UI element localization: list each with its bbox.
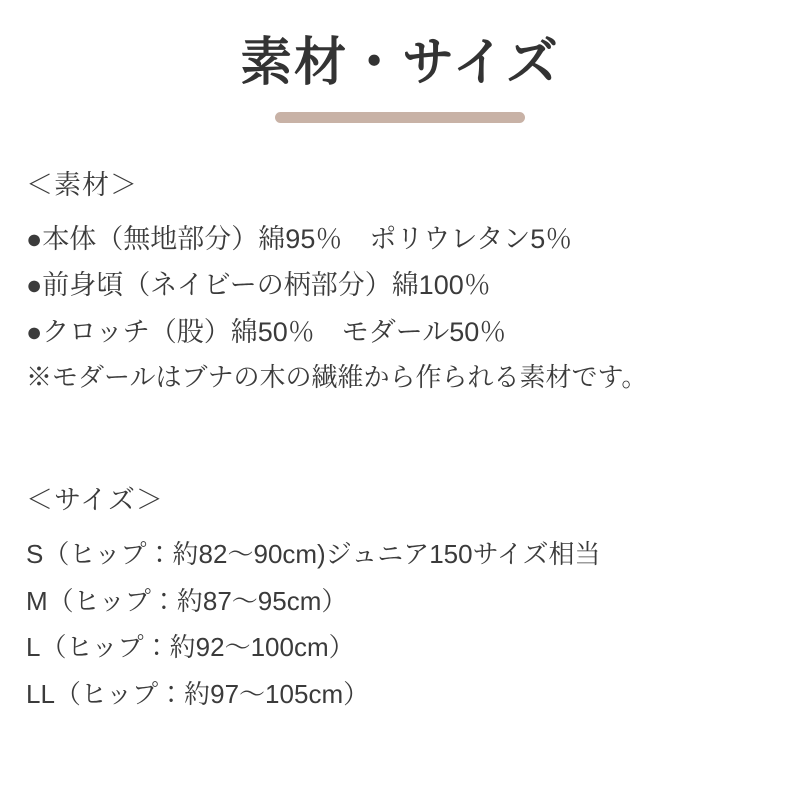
material-item: ●クロッチ（股）綿50％ モダール50％ [26, 316, 507, 347]
size-item: L（ヒップ：約92〜100cm） [26, 632, 355, 663]
material-note: ※モダールはブナの木の繊維から作られる素材です。 [26, 362, 648, 393]
size-section [26, 478, 774, 718]
page-title: 素材・サイズ [240, 34, 560, 92]
material-item: ●本体（無地部分）綿95％ ポリウレタン5％ [26, 223, 573, 254]
title-underline-wrap [0, 112, 800, 123]
size-item: LL（ヒップ：約97〜105cm） [26, 679, 370, 710]
material-section-heading: ＜素材＞ [26, 169, 138, 200]
title-underline-bar [275, 112, 525, 123]
spec-content [0, 163, 800, 718]
material-section [26, 163, 774, 400]
size-section-heading: ＜サイズ＞ [26, 484, 164, 515]
size-item: M（ヒップ：約87〜95cm） [26, 585, 348, 616]
size-item: S（ヒップ：約82〜90cm)ジュニア150サイズ相当 [26, 538, 601, 569]
material-item: ●前身頃（ネイビーの柄部分）綿100％ [26, 270, 491, 301]
